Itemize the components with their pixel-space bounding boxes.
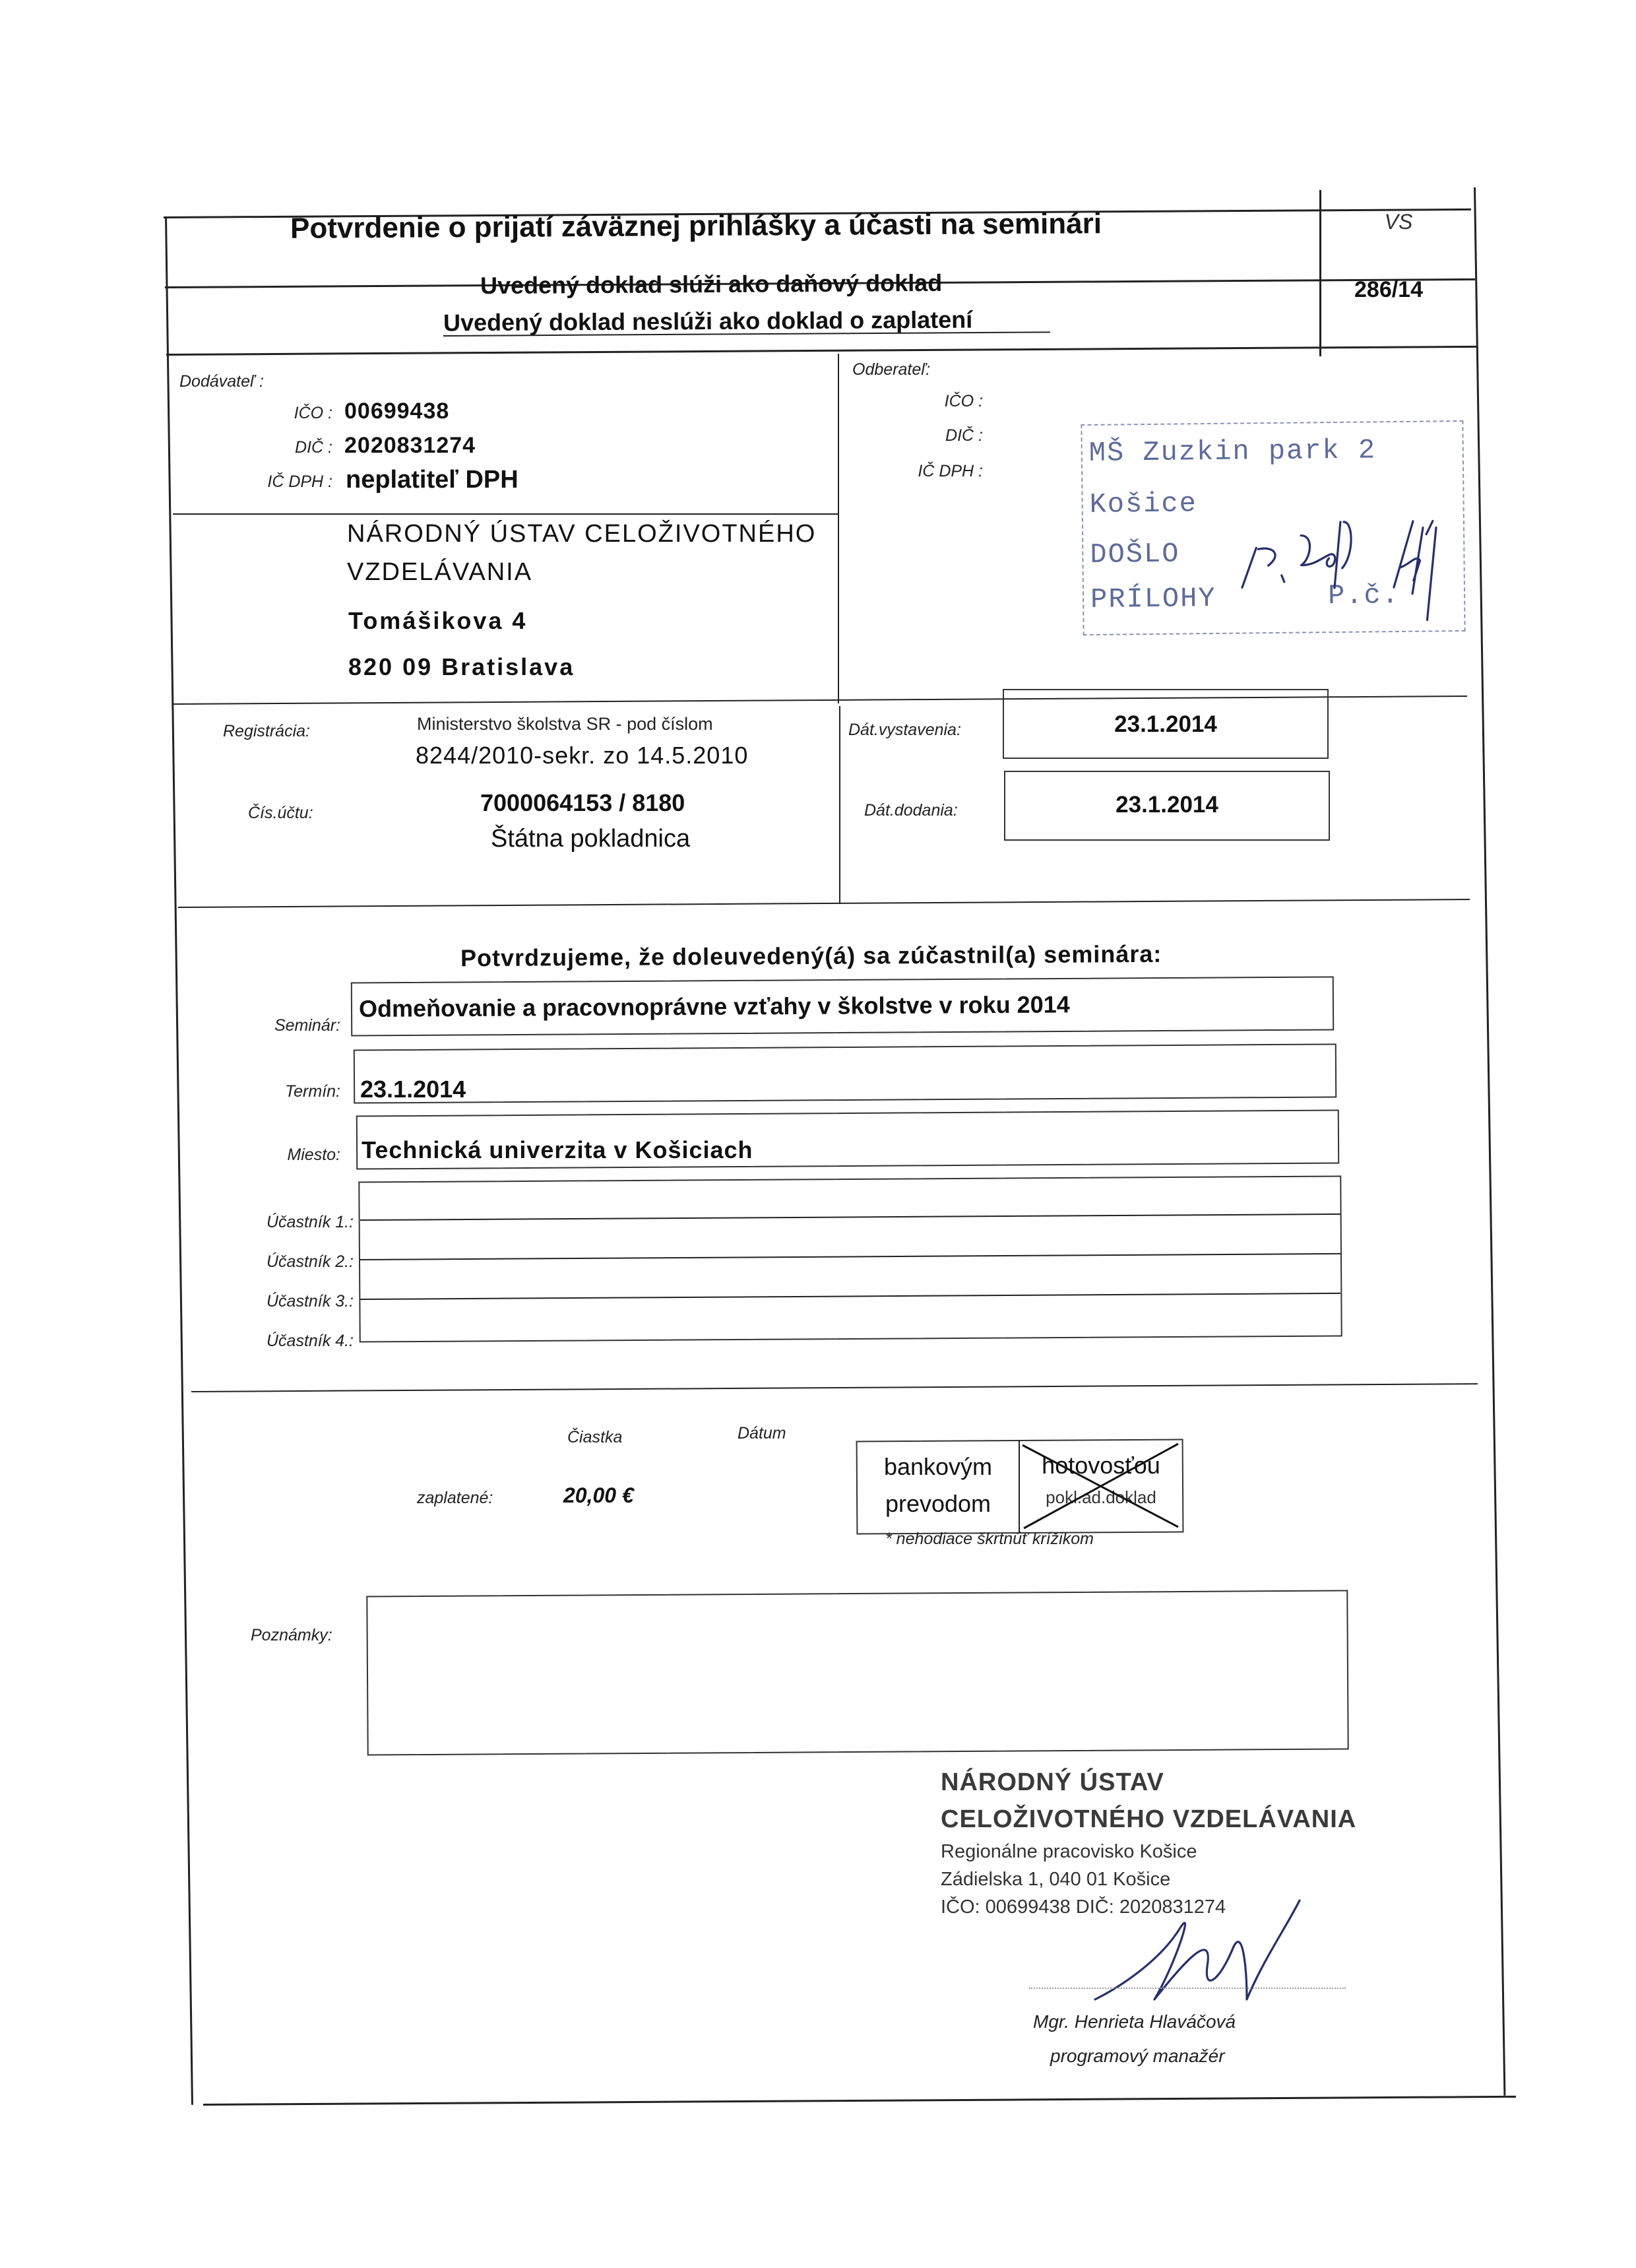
- account-number: 7000064153 / 8180: [480, 789, 685, 816]
- supplier-customer-divider: [838, 354, 839, 703]
- stamp-pc-label: P.č.: [1327, 579, 1400, 612]
- account-label: Čís.účtu:: [248, 804, 313, 822]
- stamp-city: Košice: [1089, 488, 1198, 521]
- customer-ico-label: IČO :: [944, 392, 983, 410]
- paid-label: zaplatené:: [417, 1489, 493, 1507]
- stamp-address: MŠ Zuzkin park 2: [1088, 434, 1377, 469]
- stamp-received: DOŠLO: [1090, 538, 1180, 571]
- delivery-date-label: Dát.dodania:: [864, 801, 958, 820]
- issue-date-label: Dát.vystavenia:: [848, 721, 961, 739]
- signature-line: [1029, 1988, 1346, 1989]
- customer-label: Odberateľ:: [852, 360, 931, 379]
- stamp-attachments: PRÍLOHY: [1090, 582, 1216, 616]
- delivery-date: 23.1.2014: [1116, 792, 1218, 818]
- registration-label: Registrácia:: [223, 722, 310, 740]
- customer-icdph-label: IČ DPH :: [918, 462, 983, 480]
- header-divider-2: [166, 346, 1476, 356]
- supplier-dic-label: DIČ :: [295, 438, 332, 457]
- bank-transfer-line2: prevodom: [885, 1490, 991, 1517]
- supplier-icdph-label: IČ DPH :: [267, 472, 332, 491]
- vs-number: 286/14: [1354, 277, 1423, 302]
- participant-1-label: Účastník 1.:: [267, 1213, 354, 1231]
- cash-line2: pokl.ad.doklad: [1046, 1487, 1156, 1507]
- amount-label: Čiastka: [567, 1428, 623, 1446]
- issuer-name-1: NÁRODNÝ ÚSTAV: [941, 1768, 1164, 1796]
- seminar-heading: Potvrdzujeme, že doleuvedený(á) sa zúčastnil(a) seminára:: [460, 940, 1162, 972]
- issue-date: 23.1.2014: [1114, 711, 1217, 737]
- customer-dic-label: DIČ :: [945, 426, 983, 445]
- participant-3-label: Účastník 3.:: [267, 1292, 354, 1311]
- issuer-role: programový manažér: [1050, 2046, 1225, 2066]
- participant-4-label: Účastník 4.:: [267, 1332, 354, 1350]
- notes-field: [366, 1590, 1348, 1755]
- received-stamp: [1081, 420, 1465, 635]
- supplier-name-2: VZDELÁVANIA: [347, 558, 533, 586]
- cross-out-note: * nehodiace škrtnúť krížikom: [885, 1530, 1094, 1548]
- supplier-city: 820 09 Bratislava: [348, 653, 575, 680]
- issuer-address: Zádielska 1, 040 01 Košice: [941, 1869, 1171, 1890]
- stamp-handwriting: [1082, 422, 1466, 637]
- seminar-label: Seminár:: [274, 1016, 340, 1035]
- supplier-ico-label: IČO :: [294, 404, 332, 422]
- frame-right: [1474, 187, 1505, 2096]
- cash-line1: hotovosťou: [1042, 1452, 1160, 1479]
- seminar-value: Odmeňovanie a pracovnoprávne vzťahy v školstve v roku 2014: [358, 990, 1070, 1022]
- frame-bottom: [203, 2096, 1516, 2106]
- vs-divider: [1319, 190, 1321, 356]
- supplier-icdph: neplatiteľ DPH: [346, 466, 519, 494]
- document-title: Potvrdenie o prijatí záväznej prihlášky a účasti na seminári: [290, 207, 1102, 245]
- bank-name: Štátna pokladnica: [491, 825, 691, 853]
- supplier-name-1: NÁRODNÝ ÚSTAV CELOŽIVOTNÉHO: [347, 520, 817, 548]
- paid-amount: 20,00 €: [563, 1483, 634, 1507]
- registration-divider-bottom: [178, 899, 1470, 908]
- supplier-dic: 2020831274: [344, 433, 476, 458]
- dates-divider: [839, 706, 840, 904]
- registration-line2: 8244/2010-sekr. zo 14.5.2010: [416, 742, 749, 769]
- supplier-ico: 00699438: [344, 399, 450, 424]
- supplier-street: Tomášikova 4: [348, 607, 528, 634]
- issuer-name-2: CELOŽIVOTNÉHO VZDELÁVANIA: [941, 1805, 1357, 1833]
- tax-document-line: Uvedený doklad slúži ako daňový doklad: [480, 269, 943, 300]
- supplier-divider: [173, 513, 839, 515]
- notes-label: Poznámky:: [251, 1626, 332, 1644]
- issuer-person: Mgr. Henrieta Hlaváčová: [1033, 2011, 1236, 2032]
- issuer-ids: IČO: 00699438 DIČ: 2020831274: [941, 1896, 1226, 1918]
- cash-crossed-out-mark: [1020, 1440, 1185, 1532]
- date-label: Dátum: [738, 1424, 786, 1442]
- signature: [1082, 1887, 1333, 2032]
- term-value: 23.1.2014: [360, 1076, 466, 1103]
- registration-line1: Ministerstvo školstva SR - pod číslom: [417, 714, 713, 734]
- supplier-label: Dodávateľ :: [179, 372, 264, 391]
- participant-2-label: Účastník 2.:: [267, 1252, 354, 1271]
- term-field: [354, 1043, 1337, 1103]
- bank-transfer-line1: bankovým: [883, 1453, 993, 1480]
- not-payment-proof-line: Uvedený doklad neslúži ako doklad o zaplatení: [443, 306, 973, 337]
- seminar-divider-bottom: [191, 1383, 1478, 1392]
- place-label: Miesto:: [287, 1146, 340, 1164]
- vs-label: VS: [1384, 210, 1413, 234]
- place-value: Technická univerzita v Košiciach: [362, 1136, 753, 1163]
- issuer-department: Regionálne pracovisko Košice: [941, 1841, 1197, 1862]
- term-label: Termín:: [285, 1082, 340, 1101]
- frame-left: [165, 216, 193, 2105]
